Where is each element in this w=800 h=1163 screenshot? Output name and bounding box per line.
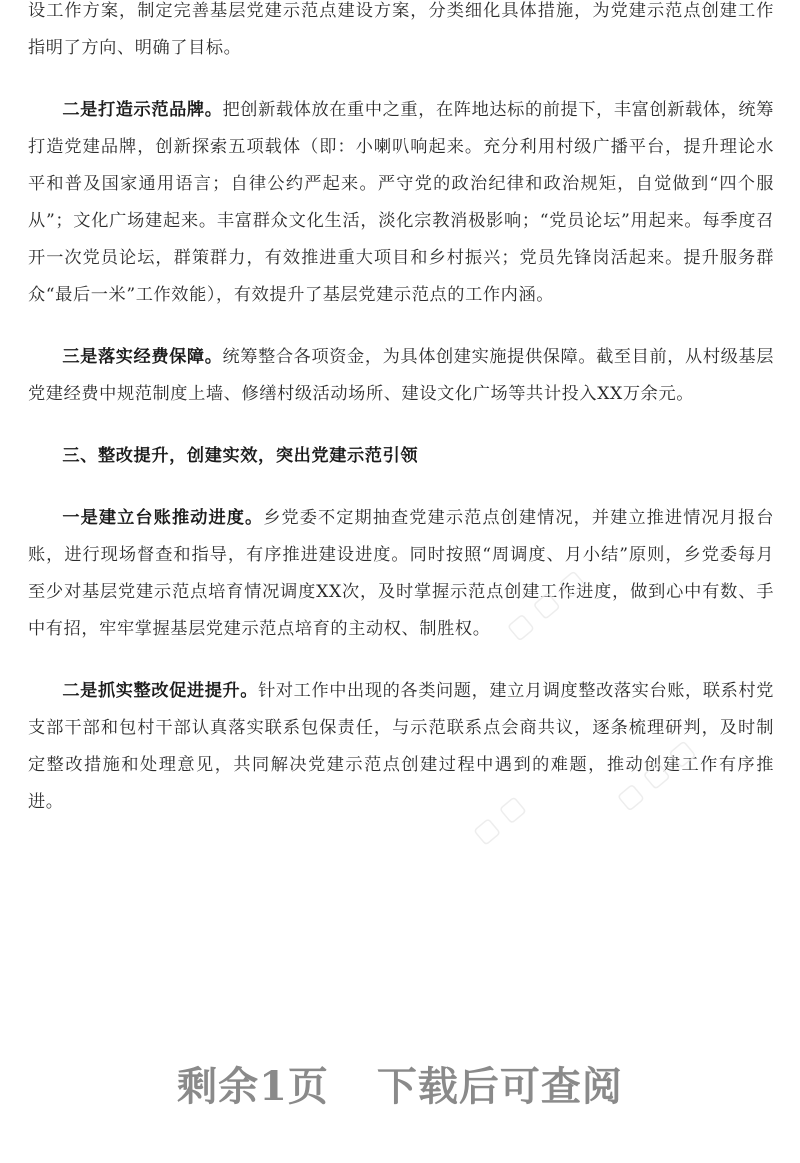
section-point-2-paragraph <box>28 673 774 821</box>
section-point-1-lead: 一是建立台账推动进度。 <box>62 508 264 528</box>
section-point-1-body: 乡党委不定期抽查党建示范点创建情况，并建立推进情况月报台账，进行现场督查和指导，有序推进建设进度。同时按照“周调度、月小结”原则，乡党委每月至少对基层党建示范点培育情况调度XX次，及时掌握示范点创建工作进度，做到心中有数、手中有招，牢牢掌握基层党建示范点培育的主动权、制胜权。 <box>28 508 774 639</box>
document-body <box>28 0 774 821</box>
download-prompt-banner[interactable] <box>0 1055 800 1112</box>
point-2-lead: 二是打造示范品牌。 <box>62 100 223 120</box>
download-to-view-text: 下载后可查阅 <box>376 1063 623 1110</box>
watermark-logo: ▢ ▢ ▢ <box>611 734 701 816</box>
section-point-2-lead: 二是抓实整改促进提升。 <box>62 681 259 701</box>
section-point-2-body: 针对工作中出现的各类问题，建立月调度整改落实台账，联系村党支部干部和包村干部认真落实联系包保责任，与示范联系点会商共议，逐条梳理研判，及时制定整改措施和处理意见，共同解决党建示范点创建过程中遇到的难题，推动创建工作有序推进。 <box>28 681 775 812</box>
watermark-logo: ▢ ▢ ▢ <box>501 564 591 646</box>
point-3-paragraph <box>28 339 774 413</box>
point-3-body: 统筹整合各项资金，为具体创建实施提供保障。截至目前，从村级基层党建经费中规范制度上墙、修缮村级活动场所、建设文化广场等共计投入XX万余元。 <box>28 347 775 404</box>
point-2-body: 把创新载体放在重中之重，在阵地达标的前提下，丰富创新载体，统筹打造党建品牌，创新探索五项载体（即：小喇叭响起来。充分利用村级广播平台，提升理论水平和普及国家通用语言；自律公约严起来。严守党的政治纪律和政治规矩，自觉做到“四个服从”；文化广场建起来。丰富群众文化生活，淡化宗教消极影响；“党员论坛”用起来。每季度召开一次党员论坛，群策群力，有效推进重大项目和乡村振兴；党员先锋岗活起来。提升服务群众“最后一米”工作效能），有效提升了基层党建示范点的工作内涵。 <box>28 100 775 305</box>
section-heading: 三、整改提升，创建实效，突出党建示范引领 <box>62 446 419 466</box>
point-3-lead: 三是落实经费保障。 <box>62 347 223 367</box>
point-2-paragraph <box>28 92 774 314</box>
section-point-1-paragraph <box>28 500 774 648</box>
remaining-pages-text: 剩余1页 <box>177 1063 329 1110</box>
intro-continuation-paragraph: 设工作方案，制定完善基层党建示范点建设方案，分类细化具体措施，为党建示范点创建工作指明了方向、明确了目标。 <box>28 1 774 58</box>
watermark-logo: ▢ ▢ <box>467 789 532 851</box>
